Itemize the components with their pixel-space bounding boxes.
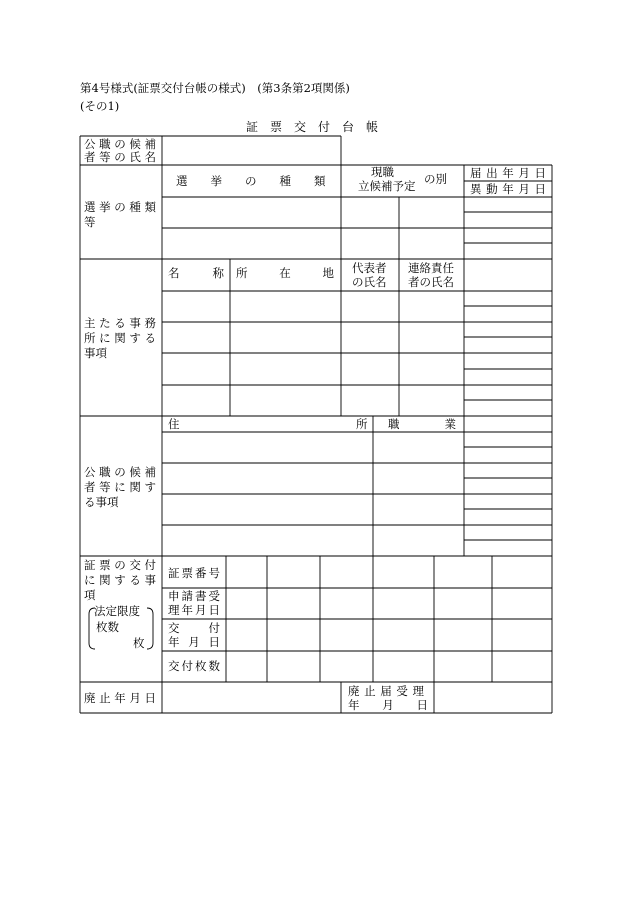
cert-number-label: 証票番号 <box>168 566 220 580</box>
report-date-header: 届出年月日 <box>470 166 546 180</box>
document-title: 証 票 交 付 台 帳 <box>246 120 379 134</box>
issue-date-label-line2: 年 月 日 <box>168 635 220 649</box>
office-address-header: 所 在 地 <box>236 266 334 280</box>
application-date-label-line1: 申請書受 <box>168 589 220 603</box>
candidate-label-line3: る事項 <box>84 495 119 509</box>
change-date-header: 異動年月日 <box>470 182 546 196</box>
representative-header-line2: の氏名 <box>352 275 387 289</box>
election-label-line2: 等 <box>84 215 96 229</box>
issue-count-label: 交付枚数 <box>168 659 220 673</box>
office-label-line3: 事項 <box>84 346 107 360</box>
form-grid-lines <box>80 136 552 713</box>
planned-candidate-header: 立候補予定 <box>358 179 416 193</box>
form-number-caption: 第4号様式(証票交付台帳の様式) (第3条第2項関係) <box>80 81 350 95</box>
legal-limit-right-bracket <box>147 608 153 649</box>
issue-date-label-line1: 交 付 <box>168 621 220 635</box>
election-type-header: 選 挙 の 種 類 <box>176 174 326 188</box>
address-header-left: 住 <box>168 417 180 431</box>
office-name-header: 名 称 <box>168 266 224 280</box>
legal-limit-unit: 枚 <box>133 636 145 650</box>
representative-header-line1: 代表者 <box>352 261 387 275</box>
cert-label-line3: 項 <box>84 588 96 602</box>
part-number-caption: (その1) <box>80 99 120 113</box>
legal-limit-line2: 枚数 <box>96 620 119 634</box>
application-date-label-line2: 理年月日 <box>168 603 220 617</box>
address-header-right: 所 <box>356 417 368 431</box>
office-label-line2: 所に関する <box>84 331 156 345</box>
contact-header-line1: 連絡責任 <box>408 261 454 275</box>
candidate-label-line1: 公職の候補 <box>84 465 156 479</box>
abolition-notice-label: 廃止届受理 <box>348 684 424 698</box>
candidate-name-label-line2: 者等の氏名 <box>84 150 156 164</box>
candidate-label-line2: 者等に関す <box>84 480 156 494</box>
office-label-line1: 主たる事務 <box>84 316 156 330</box>
candidate-name-label-line1: 公職の候補 <box>84 137 156 151</box>
status-distinction-header: の別 <box>424 172 447 186</box>
election-label-line1: 選挙の種類 <box>84 200 156 214</box>
occupation-header: 職 業 <box>388 417 456 431</box>
incumbent-header: 現職 <box>371 165 394 179</box>
cert-label-line1: 証票の交付 <box>84 558 156 572</box>
contact-header-line2: 者の氏名 <box>408 275 454 289</box>
legal-limit-line1: 法定限度 <box>94 604 140 618</box>
cert-label-line2: に関する事 <box>84 573 156 587</box>
abolition-date-label: 廃止年月日 <box>84 691 156 705</box>
abolition-notice-date-label: 年 月 日 <box>348 698 428 712</box>
